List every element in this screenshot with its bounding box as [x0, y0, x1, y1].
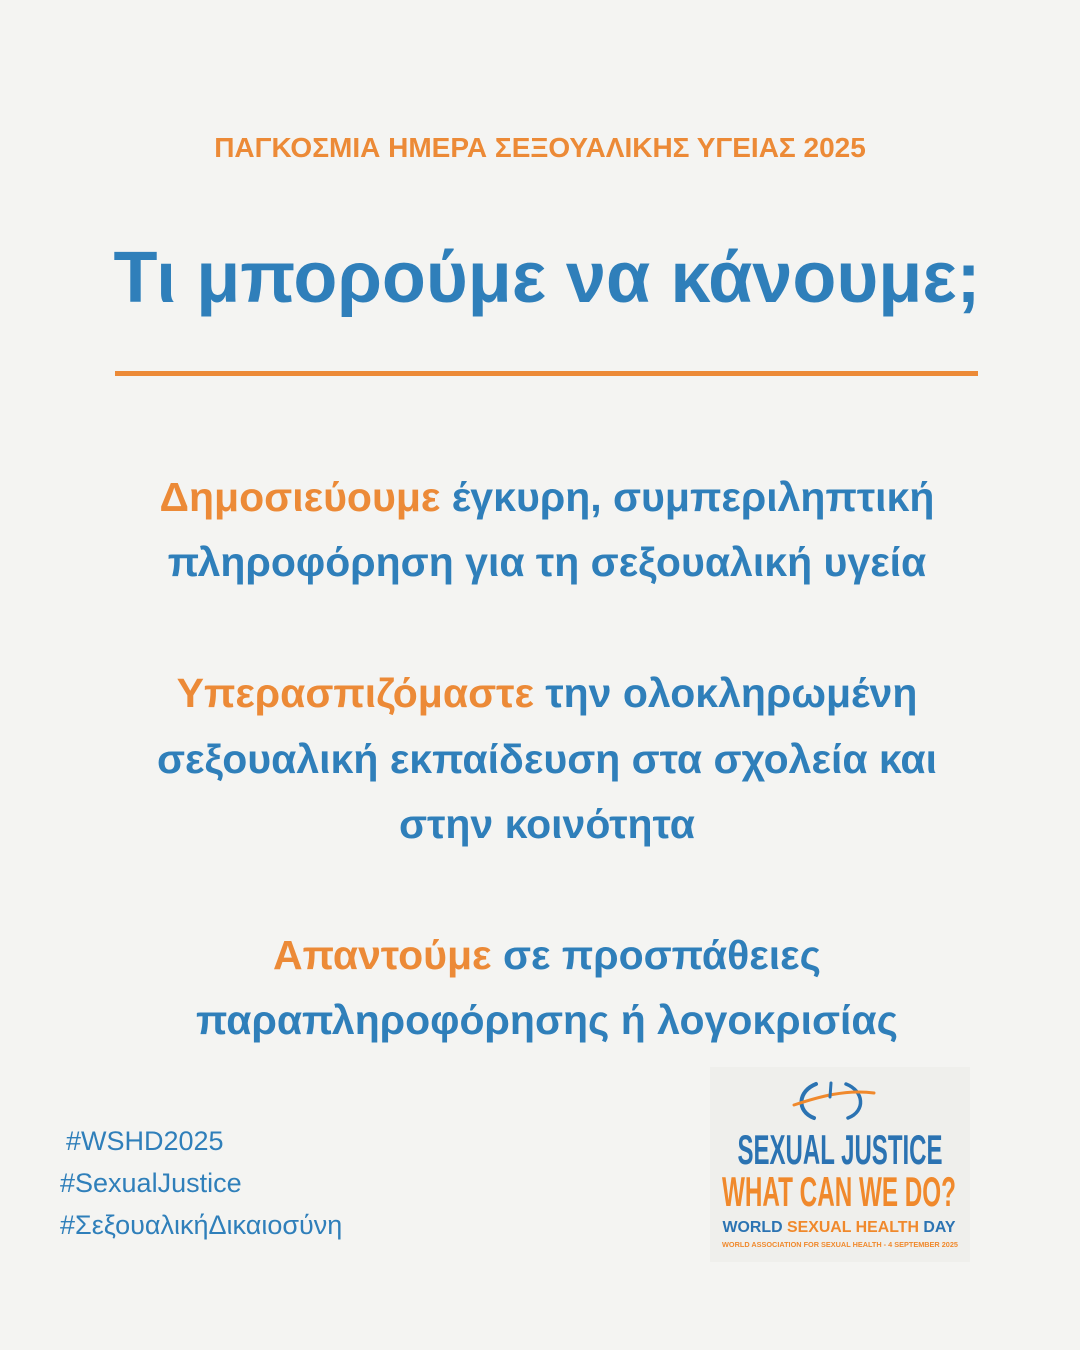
divider: [115, 371, 978, 376]
page-title: Τι μπορούμε να κάνουμε;: [113, 238, 981, 318]
statement-line: [14, 923, 1080, 988]
hashtag: #ΣεξουαλικήΔικαιοσύνη: [60, 1210, 343, 1240]
statement-text: την ολοκληρωμένη: [545, 670, 918, 717]
statement-line: πληροφόρηση για τη σεξουαλική υγεία: [167, 539, 927, 586]
statement-line: παραπληροφόρησης ή λογοκρισίας: [196, 997, 898, 1044]
logo-event-word: WORLD: [722, 1219, 783, 1236]
hashtag: #WSHD2025: [66, 1126, 224, 1156]
event-kicker: ΠΑΓΚΟΣΜΙΑ ΗΜΕΡΑ ΣΕΞΟΥΑΛΙΚΗΣ ΥΓΕΙΑΣ 2025: [214, 132, 866, 163]
statement-lead: Απαντούμε: [273, 931, 492, 978]
logo-subtitle: WHAT CAN WE DO?: [722, 1168, 956, 1215]
statement-respond: [14, 923, 1080, 1054]
statement-lead: Υπερασπιζόμαστε: [176, 670, 534, 717]
statement-text: έγκυρη, συμπεριληπτική: [451, 474, 935, 520]
statement-lead: Δημοσιεύουμε: [159, 474, 441, 520]
world-sexual-health-day-logo: [710, 1067, 970, 1262]
statement-advocate: [14, 661, 1080, 857]
logo-footer: WORLD ASSOCIATION FOR SEXUAL HEALTH - 4 SEPTEMBER 2025: [722, 1242, 959, 1249]
statement-text: σε προσπάθειες: [502, 931, 821, 978]
statements: [14, 465, 1080, 1119]
statement-line: στην κοινότητα: [399, 801, 695, 848]
logo-event-word: DAY: [923, 1219, 956, 1236]
logo-graphic: [710, 1067, 970, 1262]
hashtag-list: [60, 1120, 342, 1246]
logo-event-word: SEXUAL HEALTH: [787, 1219, 920, 1236]
statement-line: [14, 465, 1080, 530]
hashtag: #SexualJustice: [60, 1168, 242, 1198]
logo-title: SEXUAL JUSTICE: [737, 1126, 943, 1173]
statement-line: [14, 661, 1080, 726]
logo-event-name: [723, 1219, 956, 1236]
statement-line: σεξουαλική εκπαίδευση στα σχολεία και: [156, 735, 938, 782]
statement-publish: [14, 465, 1080, 596]
